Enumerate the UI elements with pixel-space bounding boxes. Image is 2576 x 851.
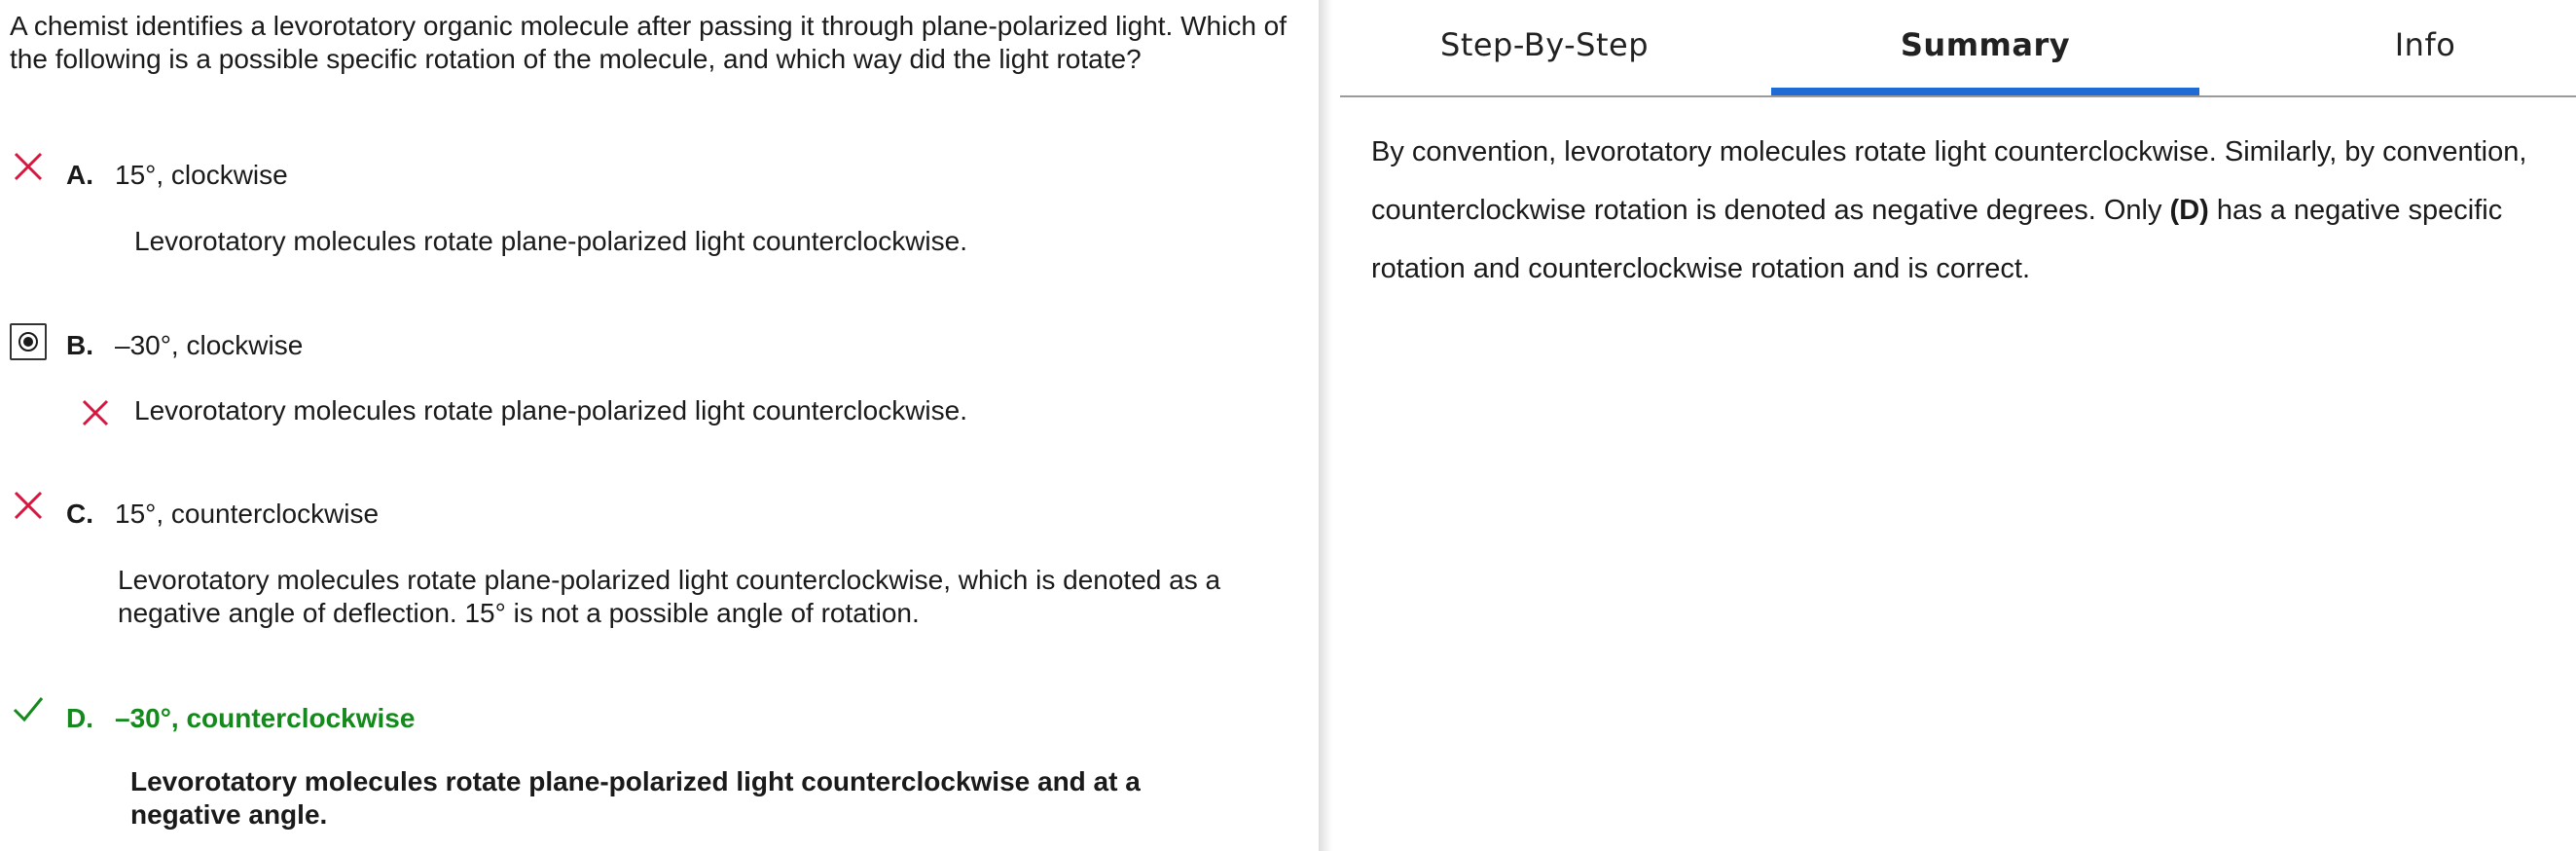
choice-a-explanation: Levorotatory molecules rotate plane-polarized light counterclockwise. bbox=[134, 226, 967, 256]
choice-b[interactable] bbox=[0, 315, 1304, 364]
tab-bar bbox=[1340, 0, 2576, 97]
choice-text: –30°, counterclockwise bbox=[115, 703, 416, 733]
choice-d[interactable] bbox=[0, 688, 1304, 737]
summary-answer-ref: (D) bbox=[2169, 195, 2209, 226]
incorrect-x-icon bbox=[12, 489, 45, 522]
tab-step-by-step[interactable]: Step-By-Step bbox=[1440, 26, 1649, 63]
choice-c[interactable] bbox=[0, 485, 1304, 534]
choice-text: 15°, clockwise bbox=[115, 160, 288, 190]
tab-summary[interactable]: Summary bbox=[1900, 26, 2071, 63]
summary-part-1: By convention, levorotatory molecules rotate light counterclockwise. Similarly, by convention, counterclockwise rotation is denoted as negative degrees. Only bbox=[1371, 136, 2527, 226]
choice-text: 15°, counterclockwise bbox=[115, 499, 380, 529]
incorrect-x-icon bbox=[12, 150, 45, 183]
choice-letter: C. bbox=[66, 499, 93, 529]
summary-part-2: has a negative specific rotation and counterclockwise rotation and is correct. bbox=[1371, 195, 2503, 284]
choice-c-explanation: Levorotatory molecules rotate plane-polarized light counterclockwise, which is denoted as a negative angle of deflection. 15° is not a possible angle of rotation. bbox=[118, 565, 1221, 628]
summary-text bbox=[1371, 123, 2568, 298]
choice-letter: D. bbox=[66, 703, 93, 733]
choice-b-explanation: Levorotatory molecules rotate plane-polarized light counterclockwise. bbox=[134, 395, 967, 426]
choice-a[interactable] bbox=[0, 146, 1304, 195]
question-text: A chemist identifies a levorotatory organic molecule after passing it through plane-polarized light. Which of the following is a possible specific rotation of the molecule, and which way did the light rotate? bbox=[10, 11, 1288, 74]
choice-letter: B. bbox=[66, 330, 93, 360]
tab-info[interactable]: Info bbox=[2394, 26, 2456, 63]
explanation-pane bbox=[1332, 0, 2576, 851]
choice-d-explanation: Levorotatory molecules rotate plane-polarized light counterclockwise and at a negative angle. bbox=[130, 766, 1141, 830]
pane-divider bbox=[1319, 0, 1332, 851]
correct-check-icon bbox=[12, 692, 45, 725]
active-tab-indicator bbox=[1771, 88, 2199, 95]
incorrect-x-icon bbox=[80, 397, 111, 428]
choice-text: –30°, clockwise bbox=[115, 330, 304, 360]
choice-letter: A. bbox=[66, 160, 93, 190]
